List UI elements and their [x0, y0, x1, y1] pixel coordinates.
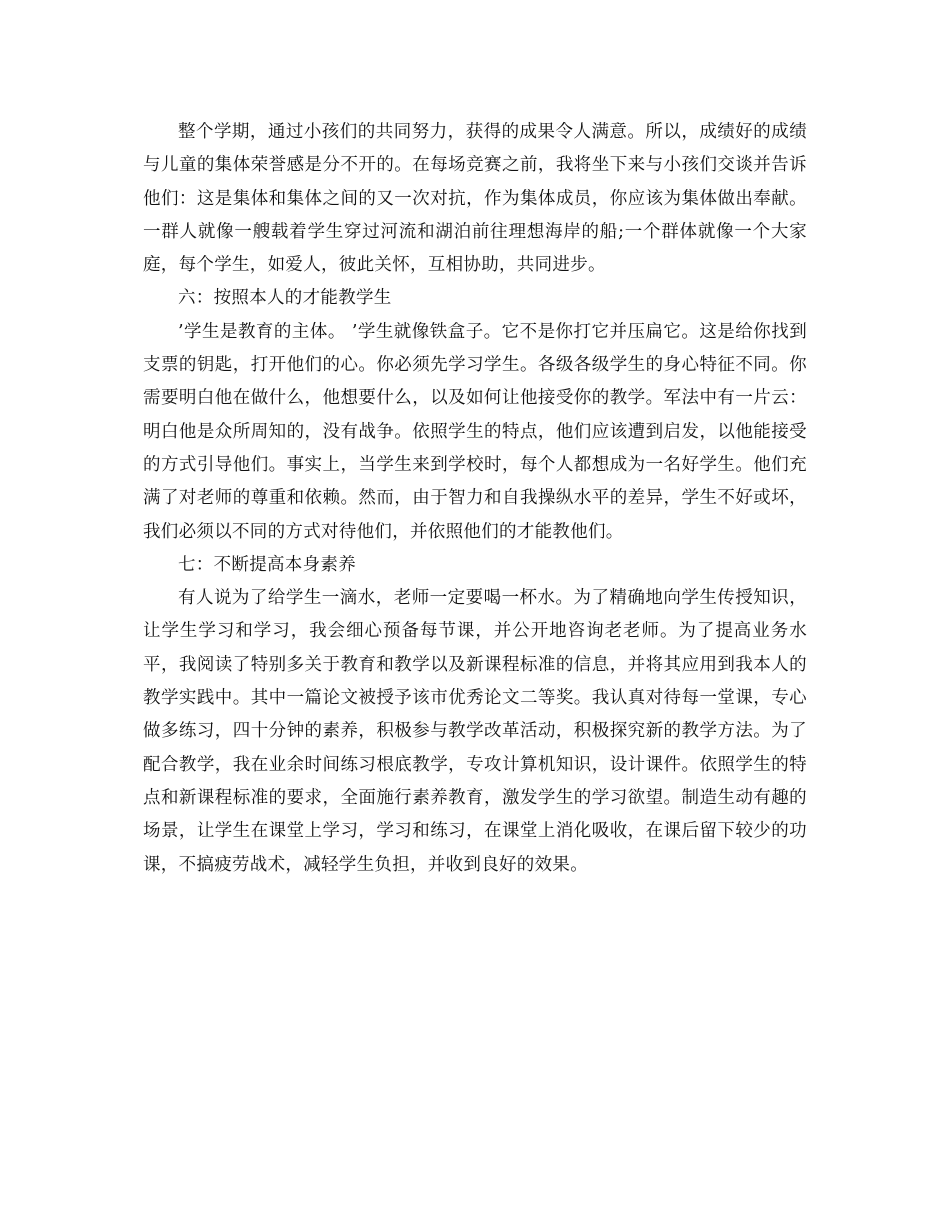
paragraph-class-collective-honor: 整个学期，通过小孩们的共同努力，获得的成果令人满意。所以，成绩好的成绩与儿童的集体荣誉感是分不开的。在每场竞赛之前，我将坐下来与小孩们交谈并告诉他们：这是集体和集体之间的又一次对抗，作为集体成员，你应该为集体做出奉献。一群人就像一艘载着学生穿过河流和湖泊前往理想海岸的船;一个群体就像一个大家庭，每个学生，如爱人，彼此关怀，互相协助，共同进步。	[143, 122, 807, 276]
document-page	[143, 116, 807, 882]
heading-section-six: 六：按照本人的才能教学生	[178, 288, 392, 309]
paragraph-teach-by-ability: ’学生是教育的主体。 ’学生就像铁盒子。它不是你打它并压扁它。这是给你找到支票的钥匙，打开他们的心。你必须先学习学生。各级各级学生的身心特征不同。你需要明白他在做什么，他想要什么，以及如何让他接受你的教学。军法中有一片云：明白他是众所周知的，没有战争。依照学生的特点，他们应该遭到启发，以他能接受的方式引导他们。事实上，当学生来到学校时，每个人都想成为一名好学生。他们充满了对老师的尊重和依赖。然而，由于智力和自我操纵水平的差异，学生不好或坏，我们必须以不同的方式对待他们，并依照他们的才能教他们。	[143, 321, 807, 542]
heading-section-seven: 七：不断提高本身素养	[178, 554, 356, 575]
paragraph-self-improvement: 有人说为了给学生一滴水，老师一定要喝一杯水。为了精确地向学生传授知识，让学生学习和学习，我会细心预备每节课，并公开地咨询老老师。为了提高业务水平，我阅读了特别多关于教育和教学以及新课程标准的信息，并将其应用到我本人的教学实践中。其中一篇论文被授予该市优秀论文二等奖。我认真对待每一堂课，专心做多练习，四十分钟的素养，积极参与教学改革活动，积极探究新的教学方法。为了配合教学，我在业余时间练习根底教学，专攻计算机知识，设计课件。依照学生的特点和新课程标准的要求，全面施行素养教育，激发学生的学习欲望。制造生动有趣的场景，让学生在课堂上学习，学习和练习，在课堂上消化吸收，在课后留下较少的功课，不搞疲劳战术，减轻学生负担，并收到良好的效果。	[143, 588, 807, 875]
